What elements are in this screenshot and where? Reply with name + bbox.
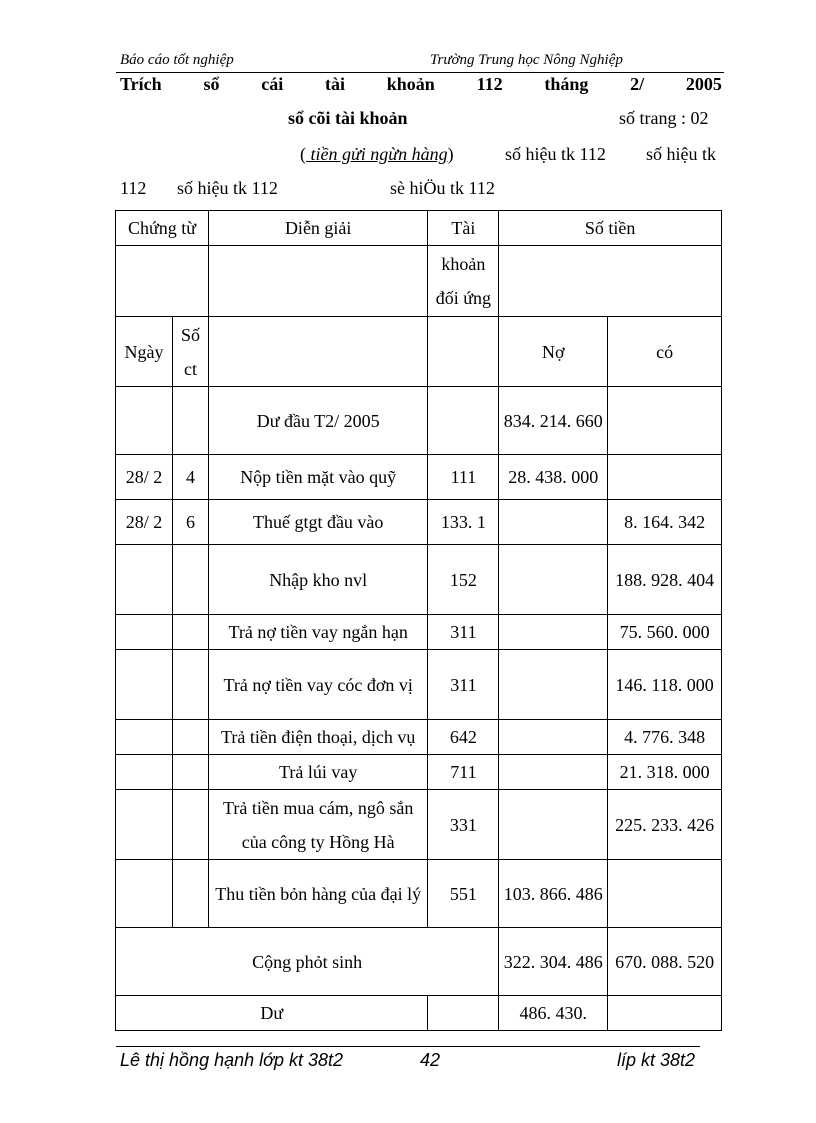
cell-tk-doi-ung: 551	[428, 860, 499, 928]
header-tk-doi-ung	[428, 246, 499, 317]
title-word: tháng	[544, 74, 589, 94]
cell-co	[608, 387, 722, 455]
cell-co: 75. 560. 000	[608, 615, 722, 650]
cell-ngay: 28/ 2	[116, 455, 173, 500]
balance-label: Dư	[116, 996, 428, 1031]
cell-so-ct	[172, 650, 208, 720]
cell-no: 103. 866. 486	[499, 860, 608, 928]
total-no: 322. 304. 486	[499, 928, 608, 996]
title-word: Trích	[120, 74, 162, 94]
cell-tk-doi-ung: 331	[428, 790, 499, 860]
cell-tk-doi-ung: 711	[428, 755, 499, 790]
cell-tk-doi-ung: 311	[428, 650, 499, 720]
cell-so-ct	[172, 860, 208, 928]
cell-dien-giai: Nộp tiền mặt vào quỹ	[208, 455, 428, 500]
cell-ngay	[116, 387, 173, 455]
cell-no	[499, 790, 608, 860]
cell-ngay	[116, 650, 173, 720]
cell-dien-giai: Trả nợ tiền vay ngắn hạn	[208, 615, 428, 650]
balance-no: 486. 430.	[499, 996, 608, 1031]
footer-left: Lê thị hồng hạnh lớp kt 38t2	[120, 1050, 344, 1070]
cell-no: 834. 214. 660	[499, 387, 608, 455]
account-code-2-prefix: số hiệu tk	[646, 144, 716, 164]
cell-co: 4. 776. 348	[608, 720, 722, 755]
cell-ngay	[116, 790, 173, 860]
table-row	[116, 387, 722, 455]
balance-row	[116, 996, 722, 1031]
page-number-label: số trang : 02	[619, 108, 709, 128]
total-co: 670. 088. 520	[608, 928, 722, 996]
header-dien-giai: Diễn giải	[208, 211, 428, 246]
cell-ngay	[116, 615, 173, 650]
blank-cell	[428, 317, 499, 387]
header-row	[116, 317, 722, 387]
table-row	[116, 455, 722, 500]
title-word: sổ	[203, 74, 220, 94]
total-row	[116, 928, 722, 996]
title-word: tài	[324, 74, 345, 94]
cell-tk-doi-ung: 311	[428, 615, 499, 650]
cell-so-ct	[172, 790, 208, 860]
cell-no	[499, 500, 608, 545]
cell-dien-giai: Thuế gtgt đầu vào	[208, 500, 428, 545]
cell-no	[499, 615, 608, 650]
title-word: cái	[261, 74, 284, 94]
cell-dien-giai: Trả lúi vay	[208, 755, 428, 790]
table-row	[116, 650, 722, 720]
cell-dien-giai: Nhập kho nvl	[208, 545, 428, 615]
table-row	[116, 860, 722, 928]
cell-tk-doi-ung: 111	[428, 455, 499, 500]
total-label: Cộng phỏt sinh	[116, 928, 499, 996]
cell-tk-doi-ung: 642	[428, 720, 499, 755]
header-row	[116, 211, 722, 246]
cell-ngay	[116, 755, 173, 790]
ledger-name: sổ cõi tài khoản	[288, 108, 408, 128]
cell-ngay	[116, 545, 173, 615]
header-chung-tu: Chứng từ	[116, 211, 209, 246]
table-row	[116, 755, 722, 790]
header-ct: ct	[183, 358, 197, 379]
footer-rule	[116, 1046, 700, 1047]
cell-so-ct	[172, 387, 208, 455]
header-so: Số	[180, 324, 200, 345]
balance-tk	[428, 996, 499, 1031]
table-row	[116, 720, 722, 755]
cell-no	[499, 755, 608, 790]
header-co: có	[608, 317, 722, 387]
cell-no	[499, 545, 608, 615]
footer-right: líp kt 38t2	[617, 1050, 696, 1070]
account-code-4: sè hiÖu tk 112	[390, 178, 495, 198]
blank-cell	[208, 246, 428, 317]
cell-co: 8. 164. 342	[608, 500, 722, 545]
title-word: 2005	[685, 74, 722, 94]
cell-so-ct	[172, 755, 208, 790]
table-row	[116, 790, 722, 860]
cell-so-ct	[172, 615, 208, 650]
cell-tk-doi-ung: 133. 1	[428, 500, 499, 545]
footer-page-number: 42	[420, 1050, 441, 1070]
header-rule	[116, 72, 724, 73]
cell-co: 146. 118. 000	[608, 650, 722, 720]
cell-ngay: 28/ 2	[116, 500, 173, 545]
cell-co: 188. 928. 404	[608, 545, 722, 615]
header-no: Nợ	[499, 317, 608, 387]
cell-co: 225. 233. 426	[608, 790, 722, 860]
cell-ngay	[116, 720, 173, 755]
header-tai: Tài	[428, 211, 499, 246]
header-ngay: Ngày	[116, 317, 173, 387]
header-doi-ung: đối ứng	[435, 288, 492, 308]
cell-no: 28. 438. 000	[499, 455, 608, 500]
header-khoan: khoản	[441, 254, 486, 274]
cell-tk-doi-ung: 152	[428, 545, 499, 615]
paren-open: (	[300, 144, 306, 164]
cell-no	[499, 650, 608, 720]
cell-no	[499, 720, 608, 755]
header-row	[116, 246, 722, 317]
cell-co	[608, 860, 722, 928]
account-code-1: số hiệu tk 112	[505, 144, 606, 164]
title-word: khoản	[386, 74, 435, 94]
blank-cell	[208, 317, 428, 387]
header-so-tien: Số tiền	[499, 211, 722, 246]
cell-dien-giai: Thu tiền bỏn hàng của đại lý	[208, 860, 428, 928]
cell-so-ct	[172, 720, 208, 755]
table-row	[116, 615, 722, 650]
blank-cell	[116, 246, 209, 317]
paren-close: )	[447, 144, 454, 164]
cell-so-ct	[172, 545, 208, 615]
header-so-ct	[172, 317, 208, 387]
cell-so-ct: 4	[172, 455, 208, 500]
running-header-left: Báo cáo tốt nghiệp	[120, 52, 234, 68]
cell-dien-giai: Trả tiền mua cám, ngô sắn của công ty Hồng Hà	[208, 790, 428, 860]
cell-dien-giai: Dư đầu T2/ 2005	[208, 387, 428, 455]
cell-tk-doi-ung	[428, 387, 499, 455]
account-name	[300, 144, 454, 165]
account-name-underlined: tiền gửi ngừn hàng	[306, 144, 448, 164]
cell-co: 21. 318. 000	[608, 755, 722, 790]
cell-co	[608, 455, 722, 500]
table-row	[116, 500, 722, 545]
table-row	[116, 545, 722, 615]
balance-co	[608, 996, 722, 1031]
ledger-body	[116, 387, 722, 928]
cell-so-ct: 6	[172, 500, 208, 545]
title-word: 2/	[630, 74, 645, 94]
cell-dien-giai: Trả tiền điện thoại, dịch vụ	[208, 720, 428, 755]
ledger-table	[115, 210, 722, 1031]
cell-ngay	[116, 860, 173, 928]
cell-dien-giai: Trả nợ tiền vay cóc đơn vị	[208, 650, 428, 720]
blank-cell	[499, 246, 722, 317]
title-word: 112	[476, 74, 503, 94]
account-code-2-suffix: 112	[120, 178, 147, 198]
running-header-right: Trường Trung học Nông Nghiệp	[430, 52, 623, 68]
document-title	[120, 74, 722, 95]
account-code-3: số hiệu tk 112	[177, 178, 278, 198]
